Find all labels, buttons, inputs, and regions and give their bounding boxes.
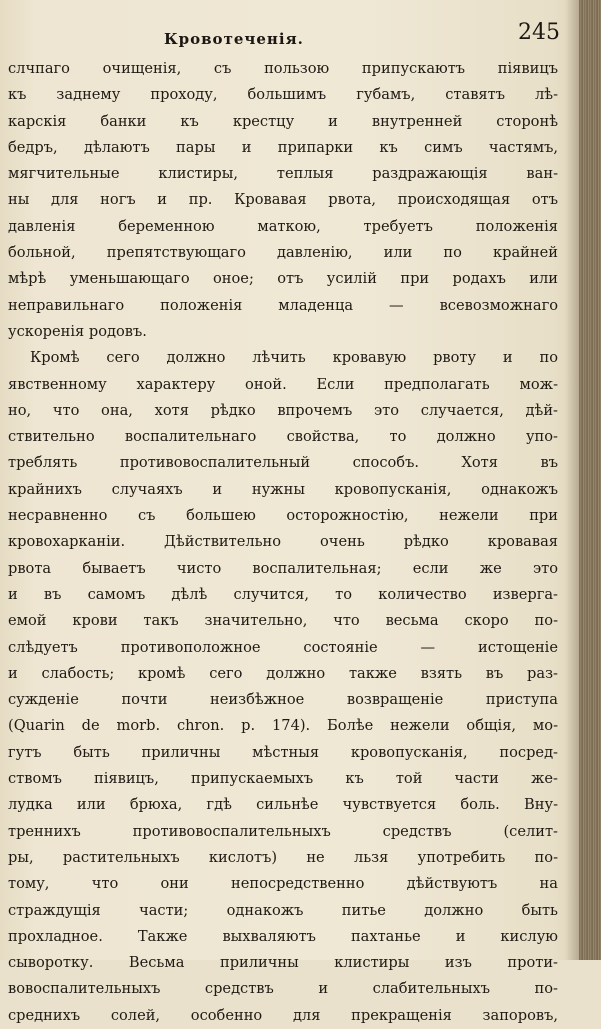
running-head: Кровотеченія. bbox=[164, 30, 304, 48]
text-line: страждущія части; однакожъ питье должно быть bbox=[8, 901, 558, 919]
text-line: среднихъ солей, особенно для прекращенія запоровъ, bbox=[8, 1006, 558, 1024]
text-line: ускоренія родовъ. bbox=[8, 322, 147, 340]
text-line: рвота бываетъ чисто воспалительная; если же это bbox=[8, 559, 558, 577]
text-line: треннихъ противовоспалительныхъ средствъ (селит- bbox=[8, 822, 558, 840]
text-line: крайнихъ случаяхъ и нужны кровопусканія, однакожъ bbox=[8, 480, 558, 498]
text-line: мягчительные клистиры, теплыя раздражающія ван- bbox=[8, 165, 558, 183]
text-line: карскія банки къ крестцу и внутренней сторонѣ bbox=[8, 112, 558, 130]
text-line: ствомъ піявицъ, припускаемыхъ къ той части же- bbox=[8, 770, 558, 788]
text-line: слчпаго очищенія, съ пользою припускаютъ піявицъ bbox=[8, 60, 558, 77]
text-line: треблять противовоспалительный способъ. Хотя въ bbox=[8, 454, 558, 472]
text-line: и слабость; кромѣ сего должно также взять въ раз- bbox=[8, 664, 558, 682]
text-line: кровохарканіи. Дѣйствительно очень рѣдко кровавая bbox=[8, 533, 558, 551]
text-line: емой крови такъ значительно, что весьма скоро по- bbox=[8, 612, 558, 630]
text-line: мѣрѣ уменьшающаго оное; отъ усилій при родахъ или bbox=[8, 270, 558, 288]
text-line: неправильнаго положенія младенца — всевозможнаго bbox=[8, 296, 558, 314]
text-line: вовоспалительныхъ средствъ и слабительныхъ по- bbox=[8, 980, 558, 998]
page-edge bbox=[579, 0, 601, 960]
text-line: тому, что они непосредственно дѣйствуютъ на bbox=[8, 875, 558, 893]
text-line: несравненно съ большею осторожностію, нежели при bbox=[8, 507, 558, 525]
page-number: 245 bbox=[518, 20, 560, 45]
text-line: давленія беременною маткою, требуетъ положенія bbox=[8, 217, 558, 235]
text-line: бедръ, дѣлаютъ пары и припарки къ симъ частямъ, bbox=[8, 138, 558, 156]
text-line: къ заднему проходу, большимъ губамъ, ставятъ лѣ- bbox=[8, 86, 558, 104]
binding-shadow bbox=[565, 0, 579, 960]
text-line: но, что она, хотя рѣдко впрочемъ это случается, дѣй- bbox=[8, 401, 558, 419]
text-line: ры, растительныхъ кислотъ) не льзя употребить по- bbox=[8, 848, 558, 866]
text-line: (Quarin de morb. chron. p. 174). Болѣе нежели общія, мо- bbox=[8, 717, 558, 735]
text-line: ствительно воспалительнаго свойства, то должно упо- bbox=[8, 428, 558, 446]
text-line: и въ самомъ дѣлѣ случится, то количество изверга- bbox=[8, 585, 558, 603]
text-line: гутъ быть приличны мѣстныя кровопусканія, посред- bbox=[8, 743, 558, 761]
text-line: сыворотку. Весьма приличны клистиры изъ проти- bbox=[8, 954, 558, 972]
text-line: явственному характеру оной. Если предполагать мож- bbox=[8, 375, 558, 393]
text-line: прохладное. Также выхваляютъ пахтанье и кислую bbox=[8, 927, 558, 945]
text-line: лудка или брюха, гдѣ сильнѣе чувствуется боль. Вну- bbox=[8, 796, 558, 814]
text-line: Кромѣ сего должно лѣчить кровавую рвоту и по bbox=[30, 349, 558, 367]
text-line: слѣдуетъ противоположное состояніе — истощеніе bbox=[8, 638, 558, 656]
text-line: сужденіе почти неизбѣжное возвращеніе приступа bbox=[8, 691, 558, 709]
text-line: больной, препятствующаго давленію, или по крайней bbox=[8, 244, 558, 262]
text-line: ны для ногъ и пр. Кровавая рвота, происходящая отъ bbox=[8, 191, 558, 209]
page-header bbox=[14, 18, 560, 52]
body-text bbox=[8, 56, 558, 1029]
